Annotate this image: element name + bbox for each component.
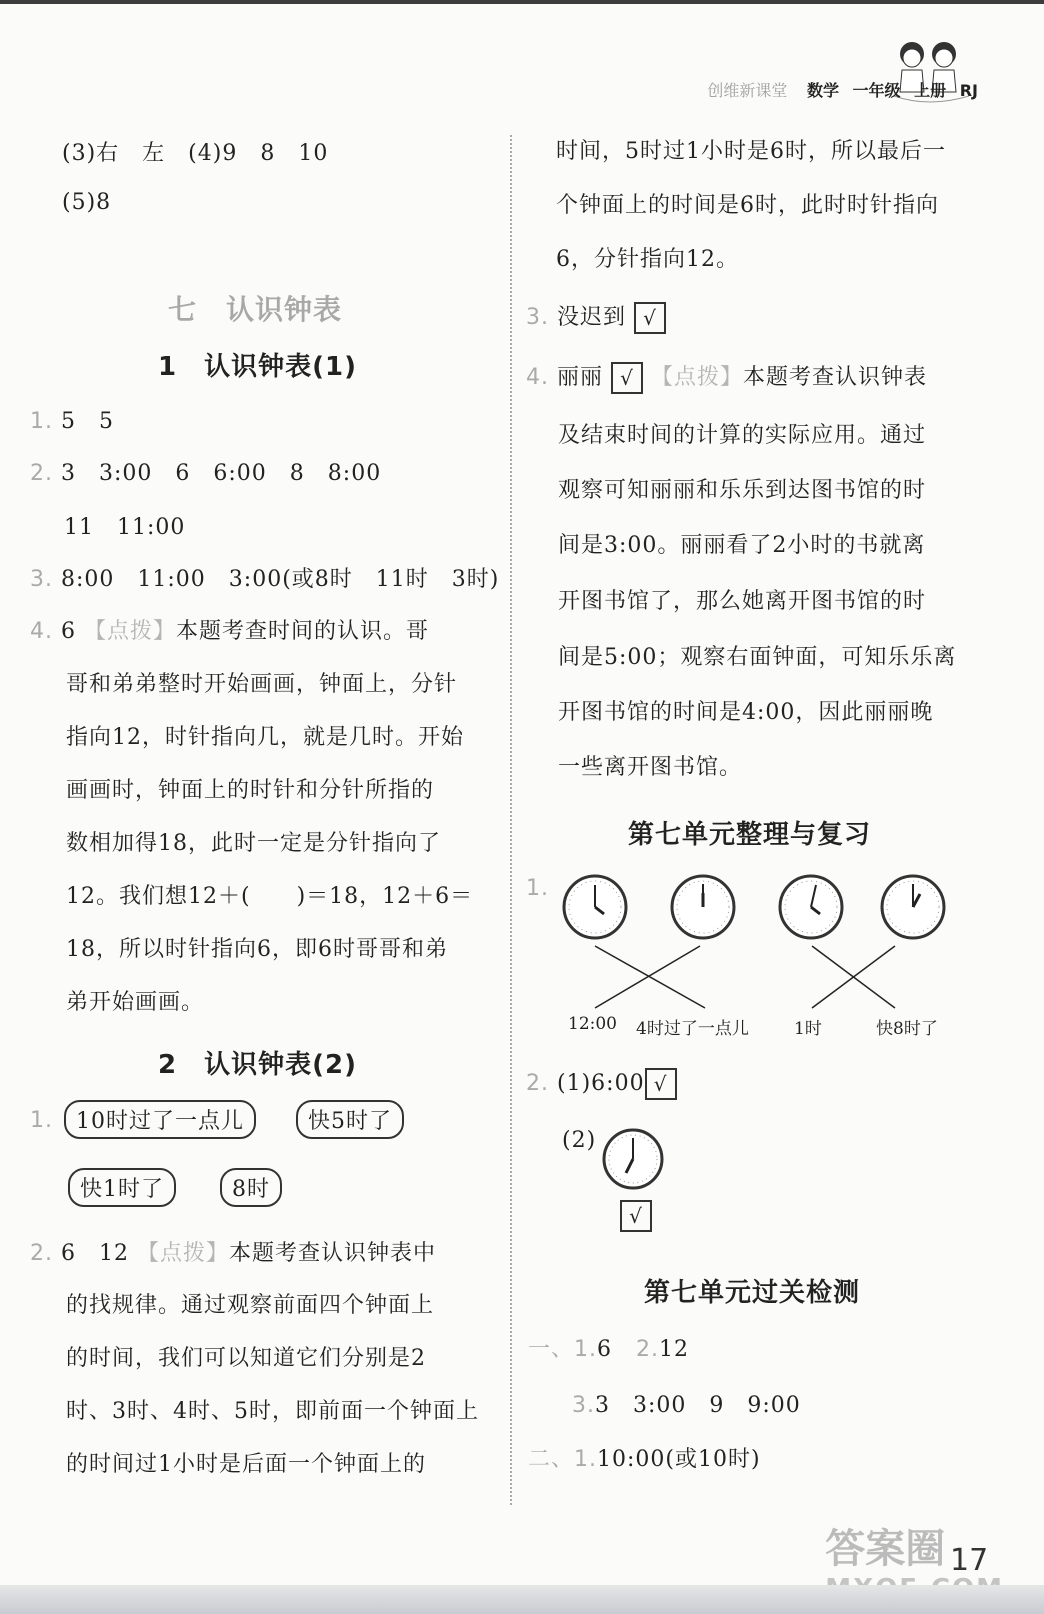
- page-header: [707, 78, 986, 101]
- answer-text: 6: [597, 1337, 612, 1362]
- hint-label: 【点拨】: [137, 1241, 230, 1266]
- oval-answer: [296, 1100, 404, 1139]
- explanation-line: 观察可知丽丽和乐乐到达图书馆的时: [558, 478, 927, 503]
- explanation-text: 本题考查认识钟表中: [229, 1241, 437, 1266]
- explanation-line: 的找规律。通过观察前面四个钟面上: [66, 1293, 435, 1318]
- explanation-line: 间是3:00。丽丽看了2小时的书就离: [558, 533, 926, 558]
- header-edition: RJ: [959, 81, 978, 100]
- check-box: √: [620, 1200, 652, 1232]
- explanation-line: 的时间过1小时是后面一个钟面上的: [66, 1452, 426, 1477]
- answer-text: 8:00 11:00 3:00(或8时 11时 3时): [61, 567, 500, 592]
- explanation-line: 时间，5时过1小时是6时，所以最后一: [556, 139, 946, 164]
- clock-label: 快8时了: [876, 1019, 938, 1039]
- explanation-line: 18，所以时针指向6，即6时哥哥和弟: [66, 937, 448, 962]
- question-number: 4.: [526, 365, 549, 390]
- watermark-main: 答案圈: [825, 1526, 946, 1572]
- question-number: 1.: [526, 876, 549, 901]
- chapter-title: 七 认识钟表: [168, 293, 343, 326]
- answer-text: (2): [562, 1128, 597, 1153]
- oval-answer-3: 快1时了: [68, 1168, 176, 1207]
- question-number: 2.: [526, 1071, 549, 1096]
- section-title: 1 认识钟表(1): [158, 352, 357, 382]
- column-divider: [510, 135, 512, 1505]
- check-box: √: [611, 362, 643, 394]
- header-brand: 创维新课堂: [707, 81, 788, 100]
- answer-text: (1)6:00: [557, 1071, 645, 1096]
- explanation-line: 开图书馆的时间是4:00，因此丽丽晚: [558, 700, 934, 725]
- question-number: 3.: [572, 1393, 595, 1418]
- answer-text: 12: [658, 1337, 689, 1362]
- explanation-line: 数相加得18，此时一定是分针指向了: [66, 831, 441, 856]
- question-4: [30, 614, 429, 645]
- header-grade: 一年级: [852, 81, 901, 100]
- answer-text: 10:00(或10时): [597, 1447, 761, 1472]
- check-box: √: [634, 302, 666, 334]
- question-2: [30, 1236, 436, 1267]
- explanation-line: 指向12，时针指向几，就是几时。开始: [66, 725, 464, 750]
- question-number: 2.: [30, 461, 53, 486]
- answer-text: 没迟到: [557, 305, 627, 330]
- top-edge: [0, 0, 1044, 4]
- oval-answer: [220, 1168, 282, 1207]
- question-part2: [528, 1442, 761, 1473]
- clock-icon: [560, 872, 630, 942]
- page-number: 17: [950, 1543, 989, 1578]
- question-number: 2.: [30, 1241, 53, 1266]
- answer-text: 3 3:00 6 6:00 8 8:00: [61, 461, 382, 486]
- explanation-line: 弟开始画画。: [66, 990, 205, 1015]
- explanation-text: 本题考查时间的认识。哥: [176, 619, 430, 644]
- question-1: [30, 1108, 53, 1133]
- clock-icon: [600, 1126, 666, 1192]
- question-1: [528, 1332, 689, 1363]
- bottom-edge: [0, 1585, 1044, 1614]
- clock-label: 4时过了一点儿: [636, 1019, 749, 1039]
- question-1: [30, 404, 114, 435]
- check-mark: [620, 1200, 652, 1232]
- section-title: 第七单元整理与复习: [628, 820, 872, 850]
- answer-line: (5)8: [62, 190, 112, 215]
- clock-label: 1时: [794, 1019, 822, 1039]
- explanation-line: 开图书馆了，那么她离开图书馆的时: [558, 589, 927, 614]
- question-2: [526, 1068, 677, 1100]
- question-number: 4.: [30, 619, 53, 644]
- clock-label: 12:00: [568, 1014, 617, 1034]
- question-number: 2.: [635, 1337, 659, 1362]
- header-volume: 上册: [914, 81, 947, 100]
- question-3: [30, 562, 499, 593]
- explanation-line: 的时间，我们可以知道它们分别是2: [66, 1346, 426, 1371]
- oval-answer-1: 10时过了一点儿: [64, 1100, 256, 1139]
- clock-icon: [776, 872, 846, 942]
- oval-answer: [64, 1100, 256, 1139]
- explanation-line: 间是5:00；观察右面钟面，可知乐乐离: [558, 645, 957, 670]
- question-4: [526, 360, 927, 394]
- question-number: 1.: [30, 1108, 53, 1133]
- question-number: 二、1.: [528, 1447, 597, 1472]
- hint-label: 【点拨】: [651, 365, 744, 390]
- answer-line: 11 11:00: [64, 515, 186, 540]
- answer-text: 6 12: [61, 1241, 129, 1266]
- header-subject: 数学: [806, 81, 839, 100]
- explanation-text: 本题考查认识钟表: [743, 365, 928, 390]
- explanation-line: 一些离开图书馆。: [558, 755, 743, 780]
- matching-lines: [560, 944, 960, 1012]
- answer-text: 3 3:00 9 9:00: [595, 1393, 801, 1418]
- hint-label: 【点拨】: [84, 619, 177, 644]
- answer-line: (3)右 左 (4)9 8 10: [62, 141, 329, 166]
- explanation-line: 画画时，钟面上的时针和分针所指的: [66, 778, 435, 803]
- clock-icon: [878, 872, 948, 942]
- answer-text: 5 5: [61, 409, 114, 434]
- question-2: [30, 456, 381, 487]
- question-3: [572, 1388, 801, 1419]
- answer-text: 丽丽: [557, 365, 604, 390]
- question-3: [526, 300, 666, 334]
- clock-icon: [668, 872, 738, 942]
- question-number: 1.: [30, 409, 53, 434]
- explanation-line: 个钟面上的时间是6时，此时时针指向: [556, 193, 939, 218]
- section-title: 第七单元过关检测: [644, 1278, 861, 1308]
- oval-answer: [68, 1168, 176, 1207]
- explanation-line: 哥和弟弟整时开始画画，钟面上，分针: [66, 672, 458, 697]
- section-title: 2 认识钟表(2): [158, 1050, 357, 1080]
- question-number: 3.: [30, 567, 53, 592]
- check-box: √: [645, 1068, 677, 1100]
- oval-answer-4: 8时: [220, 1168, 282, 1207]
- explanation-line: 及结束时间的计算的实际应用。通过: [558, 423, 927, 448]
- question-number: 3.: [526, 305, 549, 330]
- oval-answer-2: 快5时了: [296, 1100, 404, 1139]
- explanation-line: 6，分针指向12。: [556, 247, 739, 272]
- question-number: 一、1.: [528, 1337, 597, 1362]
- question-1: [526, 876, 549, 901]
- explanation-line: 12。我们想12＋( )＝18，12＋6＝: [66, 884, 474, 909]
- explanation-line: 时、3时、4时、5时，即前面一个钟面上: [66, 1399, 479, 1424]
- answer-text: 6: [61, 619, 76, 644]
